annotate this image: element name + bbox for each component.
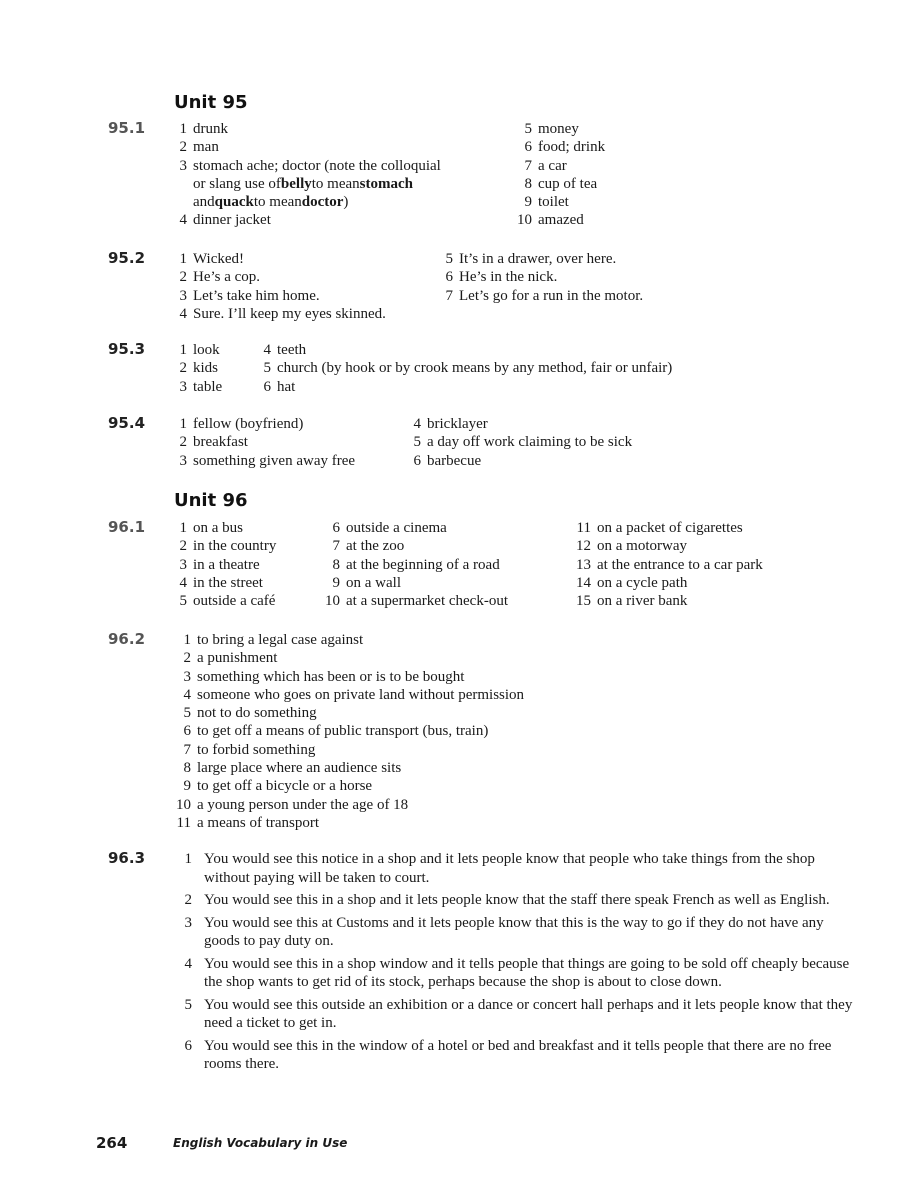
exercise-label-95-3: 95.3 (108, 340, 146, 358)
exercise-96-1-col2 (320, 519, 508, 610)
list-item: 6 You would see this in the window of a hotel or bed and breakfast and it tells people that there are no free rooms there. (184, 1037, 832, 1072)
list-item: 9 on a wall (332, 574, 401, 591)
list-item: 5 outside a café (179, 593, 276, 610)
list-item: 6 He’s in the nick. (445, 269, 558, 286)
list-item: 11 a means of transport (176, 814, 320, 831)
exercise-96-1-col1 (167, 519, 276, 610)
list-item: 2 breakfast (179, 434, 248, 451)
exercise-95-2-col2 (433, 250, 643, 305)
list-item: 5 money (524, 121, 579, 137)
list-item: 4 teeth (263, 342, 307, 358)
list-item: 7 a car (524, 157, 567, 174)
exercise-95-4-col1 (167, 415, 355, 470)
list-item: 2 You would see this in a shop and it lets people know that the staff there speak French as well as English. (184, 892, 830, 908)
list-item: 10 a young person under the age of 18 (176, 796, 409, 813)
list-item: 8 large place where an audience sits (183, 760, 402, 777)
list-item: 3 in a theatre (179, 556, 260, 573)
list-item: 2 in the country (179, 538, 277, 555)
list-item: 2 man (179, 139, 219, 156)
list-item: 4 in the street (179, 574, 263, 591)
exercise-95-3-col1 (167, 341, 222, 396)
list-item: 1 on a bus (179, 520, 243, 536)
list-item: 3 You would see this at Customs and it lets people know that this is the way to go if they do not have any goods to pay duty on. (184, 914, 824, 949)
list-item: 7 to forbid something (183, 741, 316, 758)
exercise-96-2-list (171, 631, 524, 832)
list-item: 2 kids (179, 360, 219, 377)
list-item: 12 on a motorway (576, 538, 687, 555)
list-item: 4 Sure. I’ll keep my eyes skinned. (179, 305, 386, 322)
exercise-96-1-col3 (571, 519, 763, 610)
list-item: 3 something which has been or is to be bought (183, 668, 465, 685)
list-item: 9 to get off a bicycle or a horse (183, 778, 373, 795)
page-number: 264 (96, 1134, 128, 1152)
list-item: 3 Let’s take him home. (179, 287, 320, 304)
list-item: 1 look (179, 342, 220, 358)
unit-96-heading: Unit 96 (174, 490, 248, 511)
list-item-continuation: or slang use of belly to mean stomach (193, 175, 413, 192)
list-item: 11 on a packet of cigarettes (576, 520, 743, 536)
list-item: 4 dinner jacket (179, 212, 271, 229)
list-item: 5 not to do something (183, 705, 317, 722)
list-item: 3 something given away free (179, 452, 356, 469)
list-item: 6 to get off a means of public transport (bus, train) (183, 723, 489, 740)
unit-95-heading: Unit 95 (174, 92, 248, 113)
list-item: 10 amazed (517, 212, 584, 229)
list-item: 8 at the beginning of a road (332, 556, 500, 573)
exercise-95-4-col2 (401, 415, 632, 470)
exercise-label-96-3: 96.3 (108, 849, 146, 867)
list-item: 6 barbecue (413, 452, 482, 469)
list-item: 5 It’s in a drawer, over here. (445, 251, 617, 267)
list-item: 13 at the entrance to a car park (576, 556, 763, 573)
list-item: 4 someone who goes on private land without permission (183, 686, 525, 703)
list-item-continuation: and quack to mean doctor ) (193, 194, 349, 211)
list-item: 5 a day off work claiming to be sick (413, 434, 633, 451)
list-item: 1 You would see this notice in a shop and it lets people know that people who take things from the shop without paying will be taken to court. (184, 851, 815, 886)
list-item: 14 on a cycle path (576, 574, 688, 591)
list-item: 3 stomach ache; doctor (note the colloquial (179, 157, 441, 174)
list-item: 1 to bring a legal case against (183, 632, 364, 648)
list-item: 3 table (179, 378, 223, 395)
list-item: 8 cup of tea (524, 175, 598, 192)
list-item: 6 outside a cinema (332, 520, 447, 536)
list-item: 15 on a river bank (576, 593, 688, 610)
list-item: 5 church (by hook or by crook means by any method, fair or unfair) (263, 360, 673, 377)
list-item: 6 hat (263, 378, 296, 395)
list-item: 4 bricklayer (413, 416, 488, 432)
list-item: 4 You would see this in a shop window and it tells people that things are going to be sold off cheaply because the shop wants to get rid of its stock, perhaps because the shop is about to close down. (184, 955, 850, 990)
exercise-95-3-col2 (251, 341, 672, 396)
exercise-label-95-2: 95.2 (108, 249, 146, 267)
exercise-label-96-2: 96.2 (108, 630, 146, 648)
list-item: 1 drunk (179, 121, 228, 137)
exercise-95-1-col1 (167, 120, 441, 230)
list-item: 1 Wicked! (179, 251, 245, 267)
exercise-95-2-col1 (167, 250, 386, 323)
book-title: English Vocabulary in Use (173, 1136, 348, 1150)
list-item: 10 at a supermarket check-out (325, 593, 509, 610)
exercise-95-1-col2 (512, 120, 605, 230)
exercise-96-3-list (176, 850, 856, 1078)
list-item: 1 fellow (boyfriend) (179, 416, 304, 432)
list-item: 7 at the zoo (332, 538, 405, 555)
list-item: 9 toilet (524, 194, 569, 211)
exercise-label-95-4: 95.4 (108, 414, 146, 432)
exercise-label-96-1: 96.1 (108, 518, 146, 536)
list-item: 5 You would see this outside an exhibition or a dance or concert hall perhaps and it lets people know that they need a ticket to get in. (184, 996, 853, 1031)
list-item: 7 Let’s go for a run in the motor. (445, 287, 644, 304)
list-item: 2 a punishment (183, 650, 278, 667)
exercise-label-95-1: 95.1 (108, 119, 146, 137)
list-item: 2 He’s a cop. (179, 269, 261, 286)
list-item: 6 food; drink (524, 139, 606, 156)
